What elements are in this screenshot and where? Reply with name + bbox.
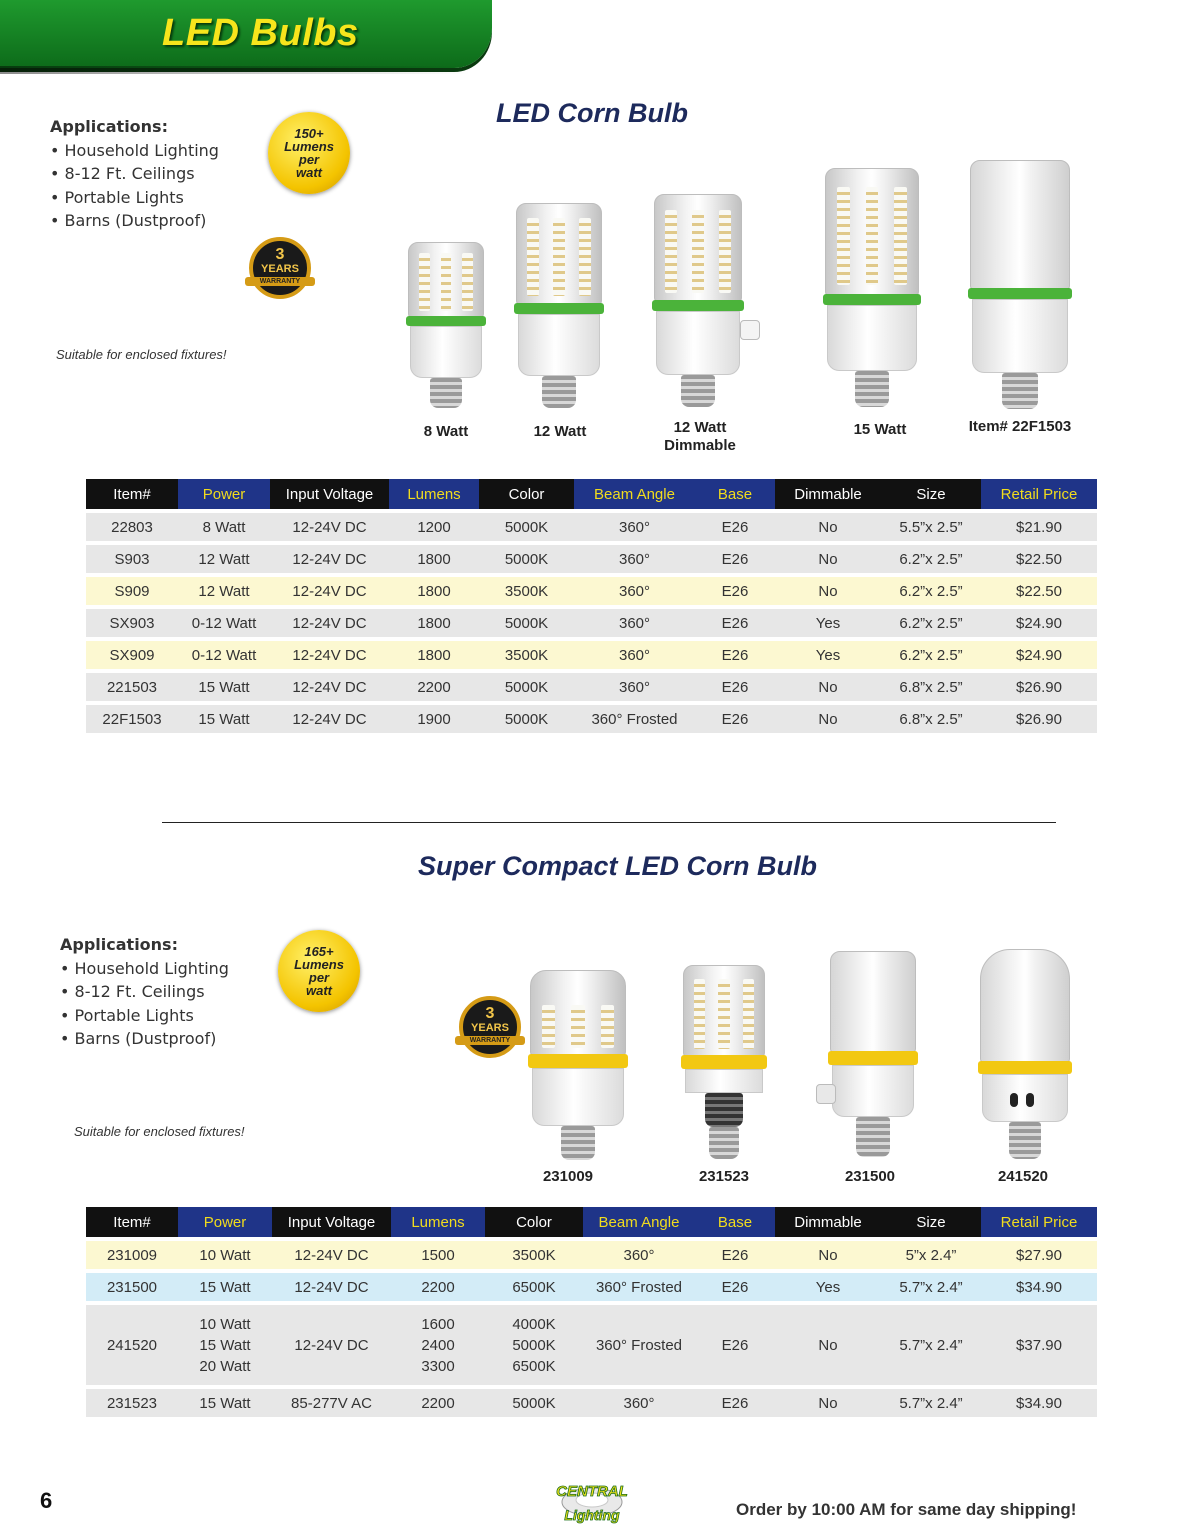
bulb-ring <box>828 1051 918 1065</box>
table-cell: No <box>775 705 881 733</box>
bulb-ring <box>968 288 1072 299</box>
dimmer-knob-icon <box>816 1084 836 1104</box>
bulb-ring <box>406 316 486 326</box>
led-strip <box>553 218 565 296</box>
bulb-neck <box>982 1074 1068 1122</box>
table-cell: 12-24V DC <box>270 513 389 541</box>
table-cell: 5.7”x 2.4” <box>881 1389 981 1417</box>
table-cell: E26 <box>695 1305 775 1385</box>
table-cell: S909 <box>86 577 178 605</box>
table-cell: 15 Watt <box>178 1389 272 1417</box>
table-row <box>86 1305 1097 1385</box>
table-cell: $27.90 <box>981 1241 1097 1269</box>
column-header: Lumens <box>391 1207 485 1237</box>
column-header: Size <box>881 479 981 509</box>
bulb-image-12-watt-dimmable <box>654 194 742 408</box>
application-item: • Barns (Dustproof) <box>50 211 207 230</box>
table-cell: 12-24V DC <box>270 545 389 573</box>
column-header: Item# <box>86 1207 178 1237</box>
table-cell: SX909 <box>86 641 178 669</box>
table-cell: $26.90 <box>981 673 1097 701</box>
bulb-image-12-watt <box>516 203 602 409</box>
bulb-head <box>516 203 602 305</box>
bulb-ring <box>823 294 921 305</box>
bulb-neck <box>656 311 740 375</box>
column-header: Power <box>178 1207 272 1237</box>
bulb-caption: 12 Watt <box>673 419 727 436</box>
table-cell: 1800 <box>389 641 479 669</box>
table-cell: 1500 <box>391 1241 485 1269</box>
led-strip <box>571 1005 584 1049</box>
column-header: Color <box>485 1207 583 1237</box>
application-item: • 8-12 Ft. Ceilings <box>60 982 205 1001</box>
table-cell: 6.8”x 2.5” <box>881 673 981 701</box>
badge-line: watt <box>296 165 322 180</box>
table-cell: 241520 <box>86 1305 178 1385</box>
table-cell: Yes <box>775 609 881 637</box>
bulb-ring <box>514 303 604 314</box>
table-cell: No <box>775 1241 881 1269</box>
table-cell: 2200 <box>391 1273 485 1301</box>
table-cell: 85-277V AC <box>272 1389 391 1417</box>
table-cell: 5000K <box>479 705 574 733</box>
column-header: Beam Angle <box>574 479 695 509</box>
table-cell: No <box>775 1389 881 1417</box>
table-cell: No <box>775 545 881 573</box>
bulb-screw-base <box>1009 1122 1041 1159</box>
led-strip <box>743 979 754 1049</box>
table-cell: 12 Watt <box>178 577 270 605</box>
badge-line: per <box>298 152 320 167</box>
table-cell: 8 Watt <box>178 513 270 541</box>
table-row <box>86 545 1097 573</box>
table-cell: 360° <box>583 1389 695 1417</box>
table-cell: 3500K <box>479 577 574 605</box>
table-cell: 6.2”x 2.5” <box>881 609 981 637</box>
table-cell: E26 <box>695 513 775 541</box>
table-row <box>86 705 1097 733</box>
table-cell: 6.8”x 2.5” <box>881 705 981 733</box>
bulb-image-241520 <box>980 949 1070 1161</box>
selector-switch-icon <box>1026 1093 1034 1107</box>
bulb-head <box>530 970 626 1056</box>
page-title: LED Bulbs <box>162 12 359 54</box>
application-item: • Portable Lights <box>50 187 184 207</box>
section1-title <box>496 98 688 129</box>
table-cell: 22F1503 <box>86 705 178 733</box>
bulb-image-22F1503 <box>970 160 1070 410</box>
table-cell: 22803 <box>86 513 178 541</box>
led-strip <box>866 187 879 285</box>
bulb-screw-base <box>1002 373 1038 409</box>
table-cell: $21.90 <box>981 513 1097 541</box>
applications-heading: Applications: <box>60 935 178 954</box>
column-header: Input Voltage <box>270 479 389 509</box>
table-cell: 231500 <box>86 1273 178 1301</box>
table-cell: 5”x 2.4” <box>881 1241 981 1269</box>
section2-title <box>418 851 817 882</box>
table-cell: 6.2”x 2.5” <box>881 545 981 573</box>
table-cell: 1800 <box>389 609 479 637</box>
led-strip <box>719 210 731 293</box>
led-strip <box>894 187 907 285</box>
bulb-neck <box>685 1069 763 1093</box>
badge-line: watt <box>306 983 332 998</box>
selector-switch-icon <box>1010 1093 1018 1107</box>
badge-line: Lumens <box>284 139 334 154</box>
header-banner <box>0 0 492 68</box>
table-cell: 231523 <box>86 1389 178 1417</box>
table-cell: 360° <box>574 513 695 541</box>
table-row <box>86 513 1097 541</box>
table-cell: No <box>775 513 881 541</box>
bulb-neck <box>518 314 600 376</box>
table-cell: $26.90 <box>981 705 1097 733</box>
bulb-image-231523 <box>683 965 765 1161</box>
column-header: Size <box>881 1207 981 1237</box>
table-cell: 5.7”x 2.4” <box>881 1273 981 1301</box>
warranty-years: YEARS <box>261 263 299 275</box>
table-cell: 360° Frosted <box>574 705 695 733</box>
table-cell: S903 <box>86 545 178 573</box>
enclosed-fixtures-note: Suitable for enclosed fixtures! <box>74 1124 245 1139</box>
section-divider <box>162 822 1056 823</box>
bulb-caption: 12 Watt <box>533 423 587 440</box>
led-strip <box>692 210 704 293</box>
section1-applications <box>50 115 219 233</box>
table-cell: SX903 <box>86 609 178 637</box>
section2-applications <box>60 933 229 1051</box>
badge-line: 150+ <box>294 126 324 141</box>
bulb-caption: 8 Watt <box>423 423 469 440</box>
table-cell: 6.2”x 2.5” <box>881 641 981 669</box>
page-number: 6 <box>40 1488 53 1513</box>
column-header: Color <box>479 479 574 509</box>
table-cell: 1800 <box>389 545 479 573</box>
table-cell: 360° Frosted <box>583 1273 695 1301</box>
bulb-ring <box>528 1054 628 1068</box>
table-cell: 5000K <box>479 673 574 701</box>
central-lighting-logo <box>536 1480 648 1524</box>
bulb-head <box>980 949 1070 1063</box>
bulb-head <box>408 242 484 318</box>
table-cell: 1900 <box>389 705 479 733</box>
bulb-screw-base <box>681 375 715 407</box>
bulb-neck <box>972 299 1068 373</box>
table-cell: 360° <box>574 641 695 669</box>
section2-title-text: Super Compact LED Corn Bulb <box>418 851 818 881</box>
bulb-head <box>825 168 919 296</box>
badge-line: Lumens <box>294 957 344 972</box>
table-cell: 15 Watt <box>178 705 270 733</box>
table-cell: Yes <box>775 641 881 669</box>
column-header: Item# <box>86 479 178 509</box>
column-header: Power <box>178 479 270 509</box>
warranty-number: 3 <box>485 1005 495 1022</box>
column-header: Retail Price <box>981 479 1097 509</box>
table-cell: 1600 2400 3300 <box>391 1305 485 1385</box>
table-cell: 4000K 5000K 6500K <box>485 1305 583 1385</box>
bulb-neck <box>532 1068 624 1126</box>
table-cell: 12-24V DC <box>270 641 389 669</box>
table-cell: 12-24V DC <box>272 1241 391 1269</box>
table-row <box>86 641 1097 669</box>
bulb-caption: 15 Watt <box>853 421 907 438</box>
column-header: Beam Angle <box>583 1207 695 1237</box>
table-cell: 360° <box>574 577 695 605</box>
led-strip <box>441 253 451 311</box>
table-cell: No <box>775 1305 881 1385</box>
bulb-screw-base <box>709 1127 739 1159</box>
table-cell: 2200 <box>391 1389 485 1417</box>
column-header: Input Voltage <box>272 1207 391 1237</box>
led-strip <box>837 187 850 285</box>
bulb-screw-base <box>856 1117 890 1157</box>
spec-table-corn-bulb <box>86 475 1097 737</box>
table-row <box>86 577 1097 605</box>
bulb-ring <box>652 300 744 311</box>
table-cell: 6.2”x 2.5” <box>881 577 981 605</box>
table-cell: $22.50 <box>981 577 1097 605</box>
header-shadow <box>0 66 470 74</box>
table-cell: 3500K <box>485 1241 583 1269</box>
table-cell: $34.90 <box>981 1273 1097 1301</box>
bulb-head <box>654 194 742 302</box>
bulb-caption: Item# 22F1503 <box>968 418 1072 435</box>
bulb-screw-base <box>561 1126 595 1160</box>
table-cell: 12-24V DC <box>270 705 389 733</box>
table-cell: 360° <box>574 673 695 701</box>
table-cell: 12-24V DC <box>270 673 389 701</box>
table-cell: 360° <box>574 545 695 573</box>
table-cell: 5.7”x 2.4” <box>881 1305 981 1385</box>
table-cell: 221503 <box>86 673 178 701</box>
table-cell: $24.90 <box>981 641 1097 669</box>
warranty-seal <box>459 996 521 1058</box>
table-cell: E26 <box>695 577 775 605</box>
table-cell: E26 <box>695 705 775 733</box>
logo-word-lighting: Lighting <box>564 1507 620 1523</box>
bulb-screw-base <box>855 371 889 407</box>
bulb-neck <box>410 326 482 378</box>
table-header-row <box>86 479 1097 509</box>
bulb-head <box>830 951 916 1053</box>
table-cell: $34.90 <box>981 1389 1097 1417</box>
table-cell: E26 <box>695 641 775 669</box>
led-strip <box>579 218 591 296</box>
spec-table-super-compact <box>86 1203 1097 1421</box>
applications-heading: Applications: <box>50 117 168 136</box>
column-header: Base <box>695 479 775 509</box>
table-cell: 12-24V DC <box>270 577 389 605</box>
table-cell: 360° <box>583 1241 695 1269</box>
table-cell: 3500K <box>479 641 574 669</box>
order-deadline-note: Order by 10:00 AM for same day shipping! <box>736 1500 1077 1519</box>
application-item: • Household Lighting <box>60 958 229 978</box>
column-header: Dimmable <box>775 479 881 509</box>
table-row <box>86 1389 1097 1417</box>
bulb-caption: 231009 <box>542 1168 594 1185</box>
section1-title-text: LED Corn Bulb <box>496 98 688 128</box>
led-strip <box>419 253 429 311</box>
application-item: • 8-12 Ft. Ceilings <box>50 164 195 183</box>
table-cell: 5000K <box>485 1389 583 1417</box>
table-cell: 0-12 Watt <box>178 609 270 637</box>
table-row <box>86 609 1097 637</box>
table-cell: 5000K <box>479 609 574 637</box>
bulb-image-15-watt <box>825 168 919 408</box>
warranty-number: 3 <box>275 246 285 263</box>
bulb-caption: Dimmable <box>664 437 736 454</box>
table-cell: 5000K <box>479 513 574 541</box>
column-header: Dimmable <box>775 1207 881 1237</box>
table-cell: No <box>775 577 881 605</box>
led-strip <box>694 979 705 1049</box>
table-cell: 2200 <box>389 673 479 701</box>
table-cell: 15 Watt <box>178 1273 272 1301</box>
led-strip <box>601 1005 614 1049</box>
led-strip <box>665 210 677 293</box>
table-cell: 15 Watt <box>178 673 270 701</box>
logo-word-central: CENTRAL <box>556 1483 628 1500</box>
led-strip <box>462 253 472 311</box>
column-header: Base <box>695 1207 775 1237</box>
bulb-ring <box>978 1061 1072 1074</box>
bulb-ring <box>681 1055 767 1069</box>
warranty-label: WARRANTY <box>245 277 315 286</box>
table-header-row <box>86 1207 1097 1237</box>
table-cell: $22.50 <box>981 545 1097 573</box>
bulb-caption: 231500 <box>844 1168 896 1185</box>
bulb-caption: 241520 <box>997 1168 1049 1185</box>
table-cell: Yes <box>775 1273 881 1301</box>
dimmer-knob-icon <box>740 320 760 340</box>
enclosed-fixtures-note: Suitable for enclosed fixtures! <box>56 347 227 362</box>
table-cell: 10 Watt 15 Watt 20 Watt <box>178 1305 272 1385</box>
table-cell: No <box>775 673 881 701</box>
bulb-caption: 231523 <box>698 1168 750 1185</box>
lumens-per-watt-badge <box>278 930 360 1012</box>
badge-line: 165+ <box>304 944 334 959</box>
table-cell: 1800 <box>389 577 479 605</box>
table-cell: E26 <box>695 1273 775 1301</box>
table-cell: 12-24V DC <box>270 609 389 637</box>
bulb-image-8-watt <box>408 242 484 410</box>
led-strip <box>527 218 539 296</box>
table-cell: E26 <box>695 673 775 701</box>
table-cell: E26 <box>695 609 775 637</box>
table-cell: 0-12 Watt <box>178 641 270 669</box>
led-strip <box>542 1005 555 1049</box>
table-cell: 231009 <box>86 1241 178 1269</box>
warranty-seal <box>249 237 311 299</box>
application-item: • Household Lighting <box>50 140 219 160</box>
table-cell: 5.5”x 2.5” <box>881 513 981 541</box>
bulb-head <box>970 160 1070 290</box>
table-cell: E26 <box>695 1241 775 1269</box>
warranty-label: WARRANTY <box>455 1036 525 1045</box>
bulb-screw-base <box>542 376 576 408</box>
bulb-image-231500 <box>830 951 916 1159</box>
table-cell: 12-24V DC <box>272 1273 391 1301</box>
column-header: Retail Price <box>981 1207 1097 1237</box>
table-cell: 12-24V DC <box>272 1305 391 1385</box>
led-strip <box>718 979 729 1049</box>
bulb-screw-base <box>430 378 462 408</box>
badge-line: per <box>308 970 330 985</box>
table-cell: $24.90 <box>981 609 1097 637</box>
table-cell: $37.90 <box>981 1305 1097 1385</box>
lumens-per-watt-badge <box>268 112 350 194</box>
table-row <box>86 1273 1097 1301</box>
bulb-neck <box>832 1065 914 1117</box>
table-cell: 360° <box>574 609 695 637</box>
table-cell: 1200 <box>389 513 479 541</box>
table-cell: 5000K <box>479 545 574 573</box>
bulb-neck <box>827 305 917 371</box>
table-cell: 10 Watt <box>178 1241 272 1269</box>
table-cell: E26 <box>695 1389 775 1417</box>
table-cell: 12 Watt <box>178 545 270 573</box>
table-cell: 360° Frosted <box>583 1305 695 1385</box>
bulb-head <box>683 965 765 1057</box>
bulb-black-base <box>705 1093 743 1127</box>
table-cell: E26 <box>695 545 775 573</box>
bulb-image-231009 <box>530 970 626 1162</box>
column-header: Lumens <box>389 479 479 509</box>
warranty-years: YEARS <box>471 1022 509 1034</box>
table-row <box>86 673 1097 701</box>
application-item: • Barns (Dustproof) <box>60 1029 217 1048</box>
table-row <box>86 1241 1097 1269</box>
application-item: • Portable Lights <box>60 1005 194 1025</box>
table-cell: 6500K <box>485 1273 583 1301</box>
